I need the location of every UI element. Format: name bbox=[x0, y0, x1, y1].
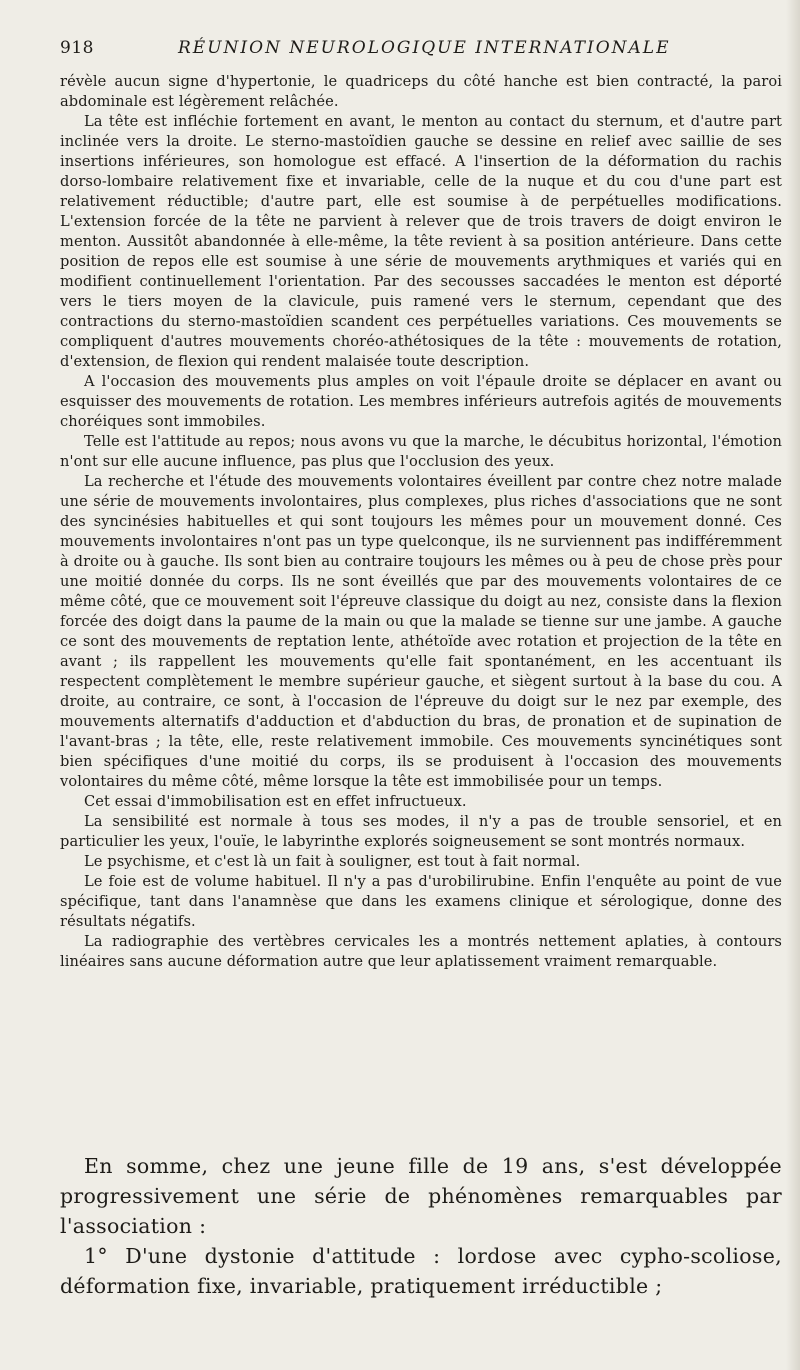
paragraph: La tête est infléchie fortement en avant, le menton au contact du sternum, et d'autre part inclinée vers la droite. Le sterno-mastoïdien gauche se dessine en relief avec saillie de ses insertions inférieures, son homologue est effacé. A l'insertion de la déformation du rachis dorso-lombaire relativement fixe et invariable, celle de la nuque et du cou d'une part est relativement réductible; d'autre part, elle est soumise à de perpétuelles modifications. L'extension forcée de la tête ne parvient à relever que de trois travers de doigt environ le menton. Aussitôt abandonnée à elle-même, la tête revient à sa position antérieure. Dans cette position de repos elle est soumise à une série de mouvements arythmiques et variés qui en modifient continuellement l'orientation. Par des secousses saccadées le menton est déporté vers le tiers moyen de la clavicule, puis ramené vers le sternum, cependant que des contractions du sterno-mastoïdien scandent ces perpétuelles variations. Ces mouvements se compliquent d'autres mouvements choréo-athétosiques de la tête : mouvements de rotation, d'extension, de flexion qui rendent malaisée toute description. bbox=[60, 113, 782, 370]
page-edge-shadow bbox=[786, 0, 800, 1370]
paragraph: La radiographie des vertèbres cervicales les a montrés nettement aplaties, à contours linéaires sans aucune déformation autre que leur aplatissement vraiment remarquable. bbox=[60, 933, 782, 970]
body-text bbox=[60, 72, 782, 972]
paragraph: La sensibilité est normale à tous ses modes, il n'y a pas de trouble sensoriel, et en particulier les yeux, l'ouïe, le labyrinthe explorés soigneusement se sont montrés normaux. bbox=[60, 813, 782, 850]
paragraph: Cet essai d'immobilisation est en effet infructueux. bbox=[84, 793, 467, 810]
conclusion-paragraph: En somme, chez une jeune fille de 19 ans, s'est développée progressivement une série de phénomènes remarquables par l'association : bbox=[60, 1154, 782, 1238]
conclusion-paragraph: 1° D'une dystonie d'attitude : lordose avec cypho-scoliose, déformation fixe, invariable, pratiquement irréductible ; bbox=[60, 1244, 782, 1298]
paragraph: révèle aucun signe d'hypertonie, le quadriceps du côté hanche est bien contracté, la paroi abdominale est légèrement relâchée. bbox=[60, 73, 782, 110]
page-number: 918 bbox=[60, 38, 94, 58]
paragraph: La recherche et l'étude des mouvements volontaires éveillent par contre chez notre malade une série de mouvements involontaires, plus complexes, plus riches d'associations que ne sont des syncinésies habituelles et qui sont toujours les mêmes pour un mouvement donné. Ces mouvements involontaires n'ont pas un type quelconque, ils ne surviennent pas indifféremment à droite ou à gauche. Ils sont bien au contraire toujours les mêmes ou à peu de chose près pour une moitié donnée du corps. Ils ne sont éveillés que par des mouvements volontaires de ce même côté, que ce mouvement soit l'épreuve classique du doigt au nez, consiste dans la flexion forcée des doigt dans la paume de la main ou que la malade se tienne sur une jambe. A gauche ce sont des mouvements de reptation lente, athétoïde avec rotation et projection de la tête en avant ; ils rappellent les mouvements qu'elle fait spontanément, en les accentuant ils respectent complètement le membre supérieur gauche, et siègent surtout à la base du cou. A droite, au contraire, ce sont, à l'occasion de l'épreuve du doigt sur le nez par exemple, des mouvements alternatifs d'adduction et d'abduction du bras, de pronation et de supination de l'avant-bras ; la tête, elle, reste relativement immobile. Ces mouvements syncinétiques sont bien spécifiques d'une moitié du corps, ils se produisent à l'occasion des mouvements volontaires du même côté, même lorsque la tête est immobilisée pour un temps. bbox=[60, 473, 782, 790]
paragraph: A l'occasion des mouvements plus amples on voit l'épaule droite se déplacer en avant ou esquisser des mouvements de rotation. Les membres inférieurs autrefois agités de mouvements choréiques sont immobiles. bbox=[60, 373, 782, 430]
conclusion-text bbox=[60, 1151, 782, 1301]
running-title: RÉUNION NEUROLOGIQUE INTERNATIONALE bbox=[178, 38, 671, 58]
paragraph: Le foie est de volume habituel. Il n'y a pas d'urobilirubine. Enfin l'enquête au point de vue spécifique, tant dans l'anamnèse que dans les examens clinique et sérologique, donne des résultats négatifs. bbox=[60, 873, 782, 930]
paragraph: Le psychisme, et c'est là un fait à souligner, est tout à fait normal. bbox=[84, 853, 581, 870]
paragraph: Telle est l'attitude au repos; nous avons vu que la marche, le décubitus horizontal, l'émotion n'ont sur elle aucune influence, pas plus que l'occlusion des yeux. bbox=[60, 433, 782, 470]
page-header bbox=[60, 38, 782, 62]
